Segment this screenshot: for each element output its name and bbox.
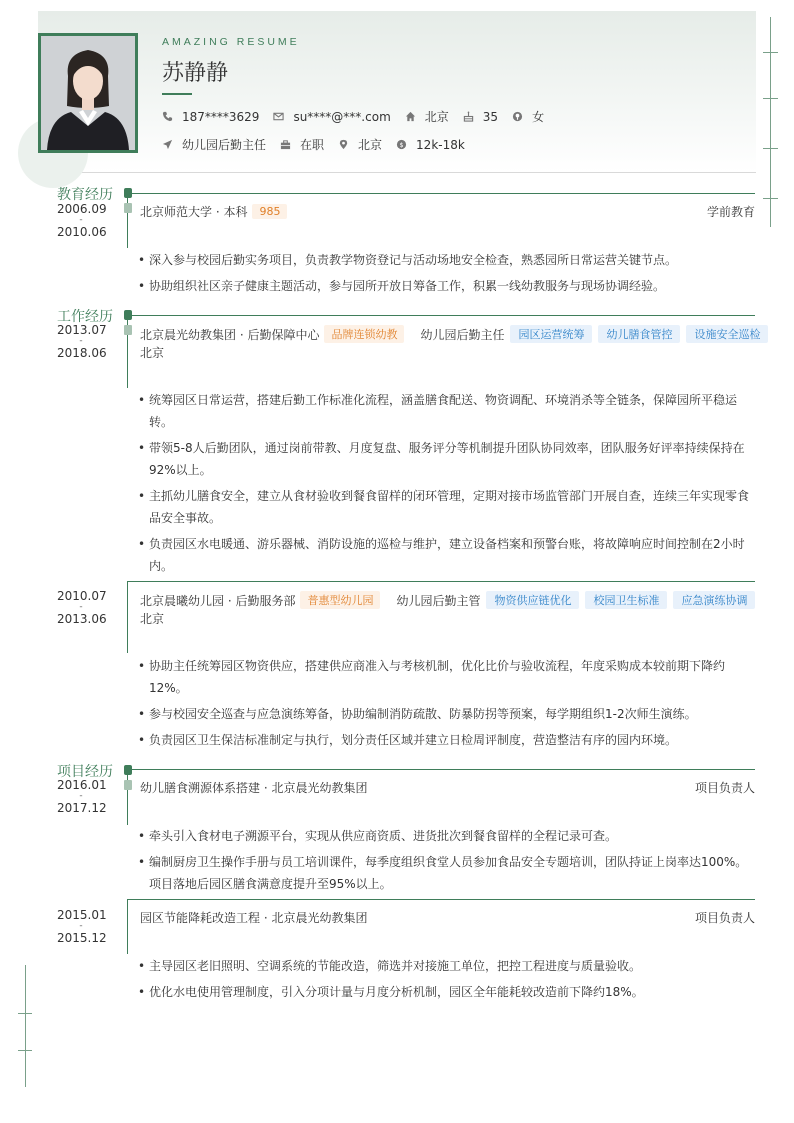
work2-skill-tag: 应急演练协调 (673, 591, 755, 609)
intent-row (162, 136, 479, 153)
decor-tick-right-2 (763, 98, 778, 99)
proj1-bullets (138, 825, 755, 899)
edu-start-date: 2006.09 (57, 202, 107, 216)
proj1-entry-header (140, 779, 755, 796)
work2-company: 北京晨曦幼儿园 · 后勤服务部 (140, 593, 296, 608)
list-item: • 负责园区水电暖通、游乐器械、消防设施的巡检与维护，建立设备档案和预警台账，将故障响应时间控制在2小时内。 (138, 533, 755, 577)
contact-phone-text: 187****3629 (182, 109, 260, 124)
intent-position-text: 幼儿园后勤主任 (182, 138, 267, 152)
work1-position: 幼儿园后勤主任 (420, 327, 505, 342)
candidate-name: 苏静静 (162, 61, 229, 86)
work1-end-date: 2018.06 (57, 346, 107, 360)
intent-location (338, 136, 382, 153)
list-item: • 带领5-8人后勤团队，通过岗前带教、月度复盘、服务评分等机制提升团队协同效率，团队服务好评率持续保持在92%以上。 (138, 437, 755, 481)
edu-date-range (57, 202, 105, 239)
timeline-marker (124, 780, 132, 790)
work2-start-date: 2010.07 (57, 589, 107, 603)
section-marker-work (124, 310, 132, 320)
timeline-marker (124, 325, 132, 335)
list-item: • 主抓幼儿膳食安全，建立从食材验收到餐食留样的闭环管理，定期对接市场监管部门开展自查，连续三年实现零食品安全事故。 (138, 485, 755, 529)
gender-icon (512, 111, 523, 122)
list-item: • 优化水电使用管理制度，引入分项计量与月度分析机制，园区全年能耗较改造前下降约18%。 (138, 981, 755, 1003)
contact-phone (162, 110, 259, 124)
date-separator: - (79, 336, 83, 346)
edu-entry-header (140, 203, 755, 220)
mail-icon (273, 111, 284, 122)
home-icon (405, 111, 416, 122)
work2-entry-header (140, 591, 755, 609)
send-icon (162, 139, 173, 150)
list-item: • 协助组织社区亲子健康主题活动，参与园所开放日筹备工作，积累一线幼教服务与现场协调经验。 (138, 275, 755, 297)
decor-tick-right-3 (763, 148, 778, 149)
briefcase-icon (280, 139, 291, 150)
proj1-date-range (57, 778, 105, 815)
intent-location-text: 北京 (358, 138, 383, 152)
section-line-work (132, 315, 755, 316)
date-separator: - (79, 215, 83, 225)
cake-icon (463, 111, 474, 122)
contact-row (162, 108, 558, 125)
edu-end-date: 2010.06 (57, 225, 107, 239)
contact-gender (512, 108, 544, 125)
section-marker-education (124, 188, 132, 198)
edu-school-tag: 985 (252, 204, 287, 219)
profile-photo-image (41, 36, 135, 150)
list-item: • 负责园区卫生保洁标准制定与执行，划分责任区域并建立日检周评制度，营造整洁有序的园内环境。 (138, 729, 755, 751)
work2-company-tag: 普惠型幼儿园 (300, 591, 380, 609)
date-separator: - (79, 921, 83, 931)
work1-start-date: 2013.07 (57, 323, 107, 337)
entry-divider (127, 899, 755, 900)
proj1-start-date: 2016.01 (57, 778, 107, 792)
name-underline (162, 93, 192, 95)
work1-date-range (57, 323, 105, 360)
location-pin-icon (338, 139, 349, 150)
proj1-name: 幼儿膳食溯源体系搭建 · 北京晨光幼教集团 (140, 781, 368, 795)
intent-position (162, 136, 266, 153)
timeline-line (127, 899, 128, 954)
profile-photo (38, 33, 138, 153)
work1-skill-tag: 园区运营统筹 (510, 325, 592, 343)
decor-tick-right-4 (763, 198, 778, 199)
proj2-start-date: 2015.01 (57, 908, 107, 922)
entry-divider (127, 581, 755, 582)
contact-city (405, 108, 449, 125)
proj2-name: 园区节能降耗改造工程 · 北京晨光幼教集团 (140, 911, 368, 925)
work1-skill-tag: 幼儿膳食管控 (598, 325, 680, 343)
work1-entry-header (140, 325, 761, 343)
contact-age-text: 35 (482, 109, 499, 124)
decor-tick-right-1 (763, 52, 778, 53)
section-marker-projects (124, 765, 132, 775)
proj2-bullets (138, 955, 755, 1007)
intent-status-text: 在职 (300, 138, 325, 152)
decor-tick-left-1 (18, 1013, 32, 1014)
decor-line-left (25, 965, 26, 1087)
timeline-marker (124, 203, 132, 213)
list-item: • 牵头引入食材电子溯源平台，实现从供应商资质、进货批次到餐食留样的全程记录可查。 (138, 825, 755, 847)
resume-overline: AMAZING RESUME (162, 36, 300, 48)
proj2-entry-header (140, 909, 755, 926)
decor-line-right (770, 17, 771, 227)
proj2-date-range (57, 908, 105, 945)
list-item: • 编制厨房卫生操作手册与员工培训课件，每季度组织食堂人员参加食品安全专题培训，团队持证上岗率达100%。项目落地后园区膳食满意度提升至95%以上。 (138, 851, 755, 895)
work1-company-tag: 品牌连锁幼教 (324, 325, 404, 343)
list-item: • 参与校园安全巡查与应急演练筹备，协助编制消防疏散、防暴防拐等预案，每学期组织1-2次师生演练。 (138, 703, 755, 725)
work1-company: 北京晨光幼教集团 · 后勤保障中心 (140, 327, 320, 342)
list-item: • 协助主任统筹园区物资供应，搭建供应商准入与考核机制，优化比价与验收流程，年度采购成本较前期下降约12%。 (138, 655, 755, 699)
proj2-end-date: 2015.12 (57, 931, 107, 945)
header-divider (38, 172, 756, 173)
edu-major: 学前教育 (706, 205, 755, 219)
proj1-end-date: 2017.12 (57, 801, 107, 815)
contact-email-text: su****@***.com (293, 109, 391, 124)
decor-tick-left-2 (18, 1050, 32, 1051)
list-item: • 深入参与校园后勤实务项目，负责教学物资登记与活动场地安全检查，熟悉园所日常运营关键节点。 (138, 249, 755, 271)
section-title-projects: 项目经历 (57, 764, 113, 780)
work2-skill-tag: 物资供应链优化 (486, 591, 579, 609)
work2-skill-tag: 校园卫生标准 (585, 591, 667, 609)
contact-email (273, 110, 390, 124)
section-title-education: 教育经历 (57, 187, 113, 203)
section-line-projects (132, 769, 755, 770)
intent-salary (396, 138, 465, 152)
coin-icon (396, 139, 407, 150)
svg-text:$: $ (399, 140, 404, 149)
proj1-role: 项目负责人 (694, 781, 755, 795)
contact-gender-text: 女 (532, 110, 545, 124)
phone-icon (162, 111, 173, 122)
work2-date-range (57, 589, 105, 626)
intent-salary-text: 12k-18k (416, 137, 465, 152)
work1-bullets (138, 389, 755, 581)
work2-position: 幼儿园后勤主管 (396, 593, 481, 608)
work1-skill-tag: 设施安全巡检 (686, 325, 768, 343)
work2-bullets (138, 655, 755, 755)
section-line-education (132, 193, 755, 194)
date-separator: - (79, 602, 83, 612)
work1-location: 北京 (140, 346, 165, 360)
edu-bullets (138, 249, 755, 301)
intent-status (280, 136, 324, 153)
contact-age (463, 110, 498, 124)
work2-location: 北京 (140, 612, 165, 626)
list-item: • 主导园区老旧照明、空调系统的节能改造，筛选并对接施工单位，把控工程进度与质量验收。 (138, 955, 755, 977)
edu-school: 北京师范大学 · 本科 (140, 205, 248, 219)
work2-end-date: 2013.06 (57, 612, 107, 626)
contact-city-text: 北京 (424, 110, 449, 124)
date-separator: - (79, 791, 83, 801)
list-item: • 统筹园区日常运营，搭建后勤工作标准化流程，涵盖膳食配送、物资调配、环境消杀等全链条，保障园所平稳运转。 (138, 389, 755, 433)
timeline-line (127, 581, 128, 653)
section-title-work: 工作经历 (57, 309, 113, 325)
proj2-role: 项目负责人 (694, 911, 755, 925)
